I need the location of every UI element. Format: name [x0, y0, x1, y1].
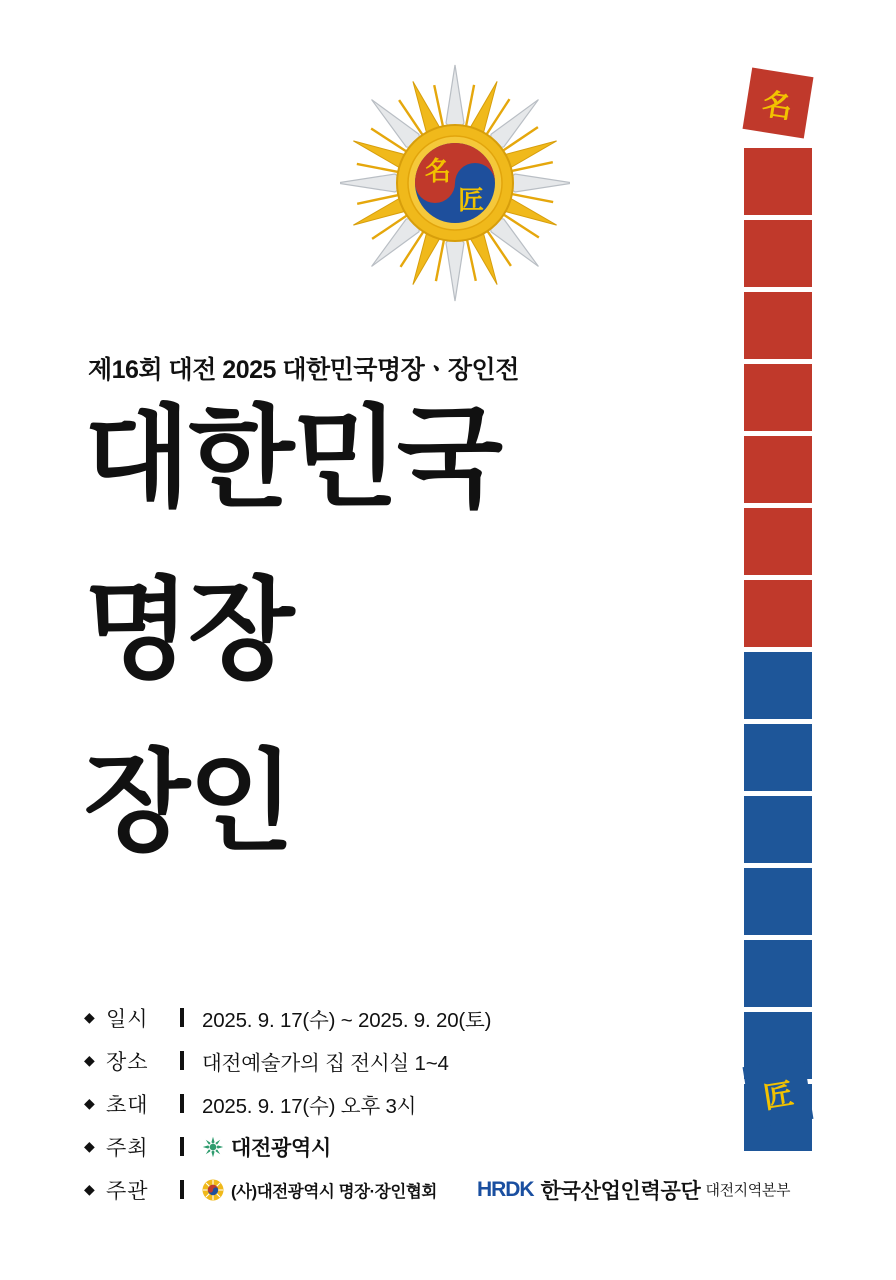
divider — [180, 1051, 184, 1070]
info-label: 주최 — [106, 1136, 149, 1160]
diamond-bullet-icon: ◆ — [84, 1138, 95, 1154]
color-block — [744, 220, 812, 287]
color-block — [744, 724, 812, 791]
info-label: 장소 — [106, 1050, 149, 1074]
info-label: 일시 — [106, 1007, 149, 1031]
poster-title-line-2: 명장 — [84, 569, 293, 692]
info-list — [84, 996, 804, 1211]
info-label: 초대 — [106, 1093, 149, 1117]
poster-title-line-3: 장인 — [84, 741, 293, 864]
daejeon-city-emblem-icon — [202, 1136, 224, 1158]
host-name: 대전광역시 — [231, 1136, 331, 1160]
color-block — [744, 508, 812, 575]
association-emblem-icon — [202, 1179, 224, 1201]
host-org — [202, 1132, 331, 1162]
info-value: 대전예술가의 집 전시실 1~4 — [202, 1051, 449, 1075]
organizer-hrdk — [477, 1175, 790, 1205]
color-block — [744, 652, 812, 719]
color-block — [744, 868, 812, 935]
color-block — [744, 580, 812, 647]
color-block — [744, 436, 812, 503]
info-value: 2025. 9. 17(수) ~ 2025. 9. 20(토) — [202, 1008, 492, 1032]
diamond-bullet-icon: ◆ — [84, 1009, 95, 1025]
info-row-date — [84, 996, 804, 1039]
color-block — [744, 796, 812, 863]
poster-subtitle: 제16회 대전 2025 대한민국명장ㆍ장인전 — [88, 356, 519, 384]
info-row-host — [84, 1125, 804, 1168]
divider — [180, 1008, 184, 1027]
organizer-association — [202, 1178, 437, 1202]
organizer-name: (사)대전광역시 명장·장인협회 — [231, 1182, 437, 1201]
info-value: 2025. 9. 17(수) 오후 3시 — [202, 1094, 417, 1118]
diamond-bullet-icon: ◆ — [84, 1052, 95, 1068]
diamond-bullet-icon: ◆ — [84, 1095, 95, 1111]
poster-title-line-1: 대한민국 — [84, 397, 502, 520]
color-block — [744, 364, 812, 431]
color-block — [744, 292, 812, 359]
divider — [180, 1094, 184, 1113]
diamond-bullet-icon: ◆ — [84, 1181, 95, 1197]
emblem-char-bottom: 匠 — [457, 186, 485, 216]
organizer-name: 한국산업인력공단 — [540, 1179, 701, 1203]
emblem — [340, 58, 570, 308]
divider — [180, 1180, 184, 1199]
info-row-place — [84, 1039, 804, 1082]
hrdk-logo-icon: HRDK — [476, 1177, 534, 1201]
color-block — [744, 148, 812, 215]
info-label: 주관 — [106, 1179, 149, 1203]
organizer-branch: 대전지역본부 — [705, 1182, 791, 1199]
info-row-invitation — [84, 1082, 804, 1125]
stamp-top: 名 — [743, 68, 814, 139]
divider — [180, 1137, 184, 1156]
emblem-char-top: 名 — [424, 157, 452, 187]
stamp-bottom: 匠 — [743, 1058, 814, 1129]
info-row-organizers — [84, 1168, 804, 1211]
